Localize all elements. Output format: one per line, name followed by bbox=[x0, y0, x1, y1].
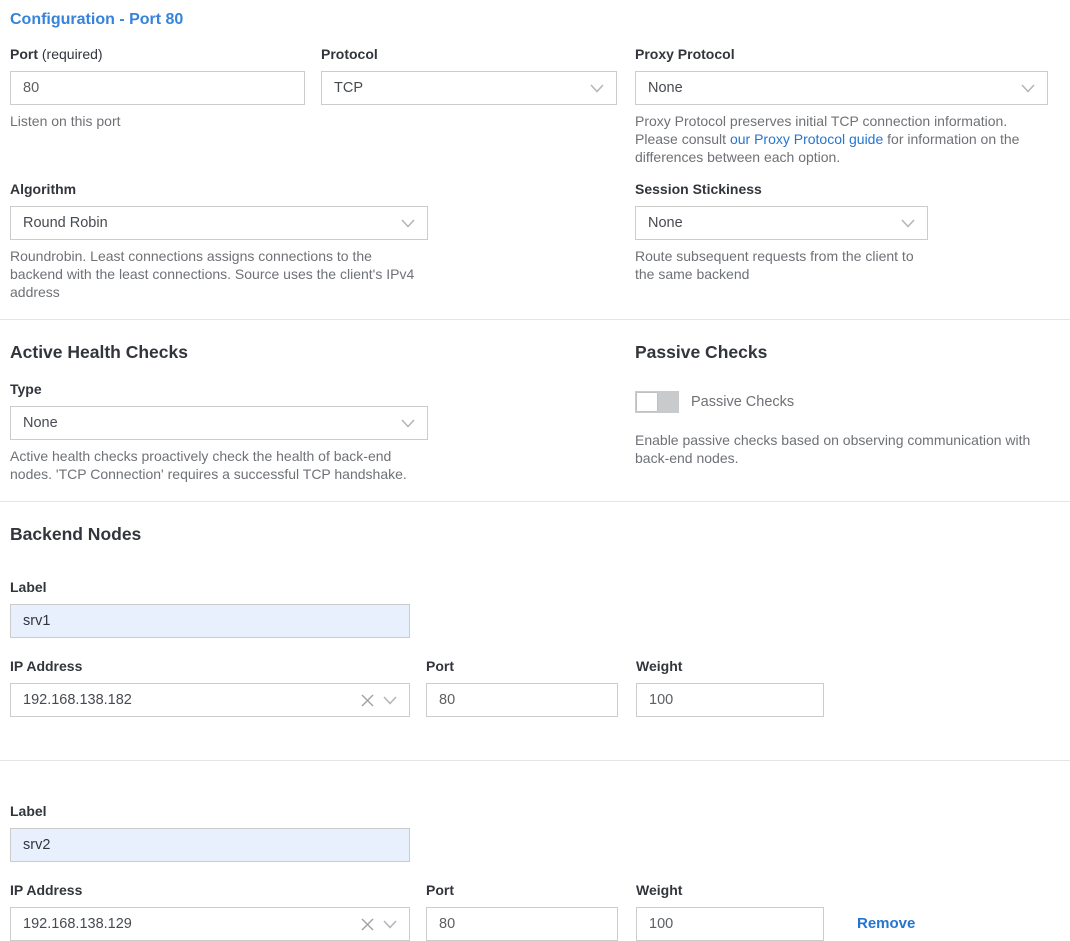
protocol-field-group bbox=[321, 45, 617, 105]
protocol-label: Protocol bbox=[321, 46, 378, 62]
node-weight-input[interactable] bbox=[636, 683, 824, 717]
passive-checks-helper-text: Enable passive checks based on observing communication with back-end nodes. bbox=[635, 432, 1031, 466]
node-ip-combobox[interactable] bbox=[10, 683, 410, 717]
chevron-down-icon[interactable] bbox=[383, 696, 397, 705]
node-port-label: Port bbox=[426, 658, 454, 674]
combo-icons bbox=[361, 918, 397, 931]
node-label-input[interactable] bbox=[10, 604, 410, 638]
chevron-down-icon bbox=[901, 219, 915, 228]
algorithm-helper-text: Roundrobin. Least connections assigns connections to the backend with the least connections. Source uses the client's IPv4 address bbox=[10, 248, 415, 300]
backend-node bbox=[10, 802, 1070, 941]
node-port-input[interactable] bbox=[426, 683, 618, 717]
proxy-protocol-field-group bbox=[635, 45, 1048, 166]
chevron-down-icon bbox=[1021, 84, 1035, 93]
health-check-type-label: Type bbox=[10, 381, 42, 397]
algorithm-select[interactable] bbox=[10, 206, 428, 240]
active-health-checks-heading: Active Health Checks bbox=[10, 342, 188, 362]
config-row-1 bbox=[10, 45, 1070, 166]
node-ip-value: 192.168.138.129 bbox=[23, 916, 132, 932]
node-weight-label: Weight bbox=[636, 882, 683, 898]
node-port-field-group bbox=[426, 881, 618, 941]
passive-checks-section bbox=[635, 341, 1048, 467]
node-label-field-group bbox=[10, 802, 410, 862]
proxy-protocol-helper-text bbox=[635, 112, 1048, 166]
port-required-note: (required) bbox=[38, 46, 103, 62]
session-stickiness-select-value: None bbox=[648, 215, 683, 231]
section-divider bbox=[0, 501, 1070, 502]
node-label-label: Label bbox=[10, 579, 47, 595]
port-label bbox=[10, 45, 305, 63]
session-stickiness-field-group bbox=[635, 180, 928, 283]
proxy-protocol-label: Proxy Protocol bbox=[635, 46, 735, 62]
section-divider bbox=[0, 319, 1070, 320]
node-divider bbox=[0, 760, 1070, 761]
passive-checks-toggle[interactable] bbox=[635, 391, 679, 413]
page-title: Configuration - Port 80 bbox=[10, 11, 184, 28]
port-label-text: Port bbox=[10, 46, 38, 62]
port-input[interactable] bbox=[10, 71, 305, 105]
algorithm-field-group bbox=[10, 180, 428, 301]
node-remove-group bbox=[857, 915, 915, 933]
node-weight-field-group bbox=[636, 881, 824, 941]
protocol-select[interactable] bbox=[321, 71, 617, 105]
active-health-checks-helper-text: Active health checks proactively check the health of back-end nodes. 'TCP Connection' requires a successful TCP handshake. bbox=[10, 448, 407, 482]
health-check-type-select[interactable] bbox=[10, 406, 428, 440]
node-ip-value: 192.168.138.182 bbox=[23, 692, 132, 708]
chevron-down-icon[interactable] bbox=[383, 920, 397, 929]
node-port-input[interactable] bbox=[426, 907, 618, 941]
node-weight-label: Weight bbox=[636, 658, 683, 674]
algorithm-label: Algorithm bbox=[10, 181, 77, 197]
node-label-field-group bbox=[10, 578, 410, 638]
port-field-group bbox=[10, 45, 305, 130]
port-helper-text: Listen on this port bbox=[10, 113, 121, 129]
node-weight-input[interactable] bbox=[636, 907, 824, 941]
node-port-label: Port bbox=[426, 882, 454, 898]
node-weight-field-group bbox=[636, 657, 824, 717]
config-row-2 bbox=[10, 180, 1070, 301]
passive-checks-toggle-label: Passive Checks bbox=[691, 394, 795, 410]
node-label-label: Label bbox=[10, 803, 47, 819]
combo-icons bbox=[361, 694, 397, 707]
clear-x-icon[interactable] bbox=[361, 918, 374, 931]
chevron-down-icon bbox=[401, 219, 415, 228]
node-port-field-group bbox=[426, 657, 618, 717]
backend-nodes-heading: Backend Nodes bbox=[10, 524, 142, 544]
chevron-down-icon bbox=[590, 84, 604, 93]
proxy-protocol-guide-link[interactable]: our Proxy Protocol guide bbox=[729, 131, 884, 147]
node-ip-field-group bbox=[10, 881, 410, 941]
passive-checks-toggle-row bbox=[635, 391, 1048, 413]
clear-x-icon[interactable] bbox=[361, 694, 374, 707]
passive-checks-heading: Passive Checks bbox=[635, 342, 768, 362]
node-ip-combobox[interactable] bbox=[10, 907, 410, 941]
node-fields-row bbox=[10, 881, 1070, 941]
node-ip-label: IP Address bbox=[10, 882, 83, 898]
backend-node bbox=[10, 578, 1070, 717]
node-ip-field-group bbox=[10, 657, 410, 717]
health-check-type-select-value: None bbox=[23, 415, 58, 431]
toggle-knob bbox=[637, 393, 657, 411]
session-stickiness-select[interactable] bbox=[635, 206, 928, 240]
algorithm-select-value: Round Robin bbox=[23, 215, 108, 231]
protocol-select-value: TCP bbox=[334, 80, 363, 96]
node-fields-row bbox=[10, 657, 1070, 717]
session-stickiness-label: Session Stickiness bbox=[635, 181, 762, 197]
remove-node-button[interactable]: Remove bbox=[857, 915, 916, 932]
proxy-helper-after: for information on the differences between each option. bbox=[635, 131, 1020, 165]
session-stickiness-helper-text: Route subsequent requests from the client to the same backend bbox=[635, 248, 914, 282]
proxy-helper-before: Proxy Protocol preserves initial TCP connection information. Please consult bbox=[635, 113, 1008, 147]
health-checks-row bbox=[10, 341, 1070, 483]
active-health-checks-section bbox=[10, 341, 428, 483]
chevron-down-icon bbox=[401, 419, 415, 428]
node-ip-label: IP Address bbox=[10, 658, 83, 674]
node-label-input[interactable] bbox=[10, 828, 410, 862]
proxy-protocol-select-value: None bbox=[648, 80, 683, 96]
proxy-protocol-select[interactable] bbox=[635, 71, 1048, 105]
